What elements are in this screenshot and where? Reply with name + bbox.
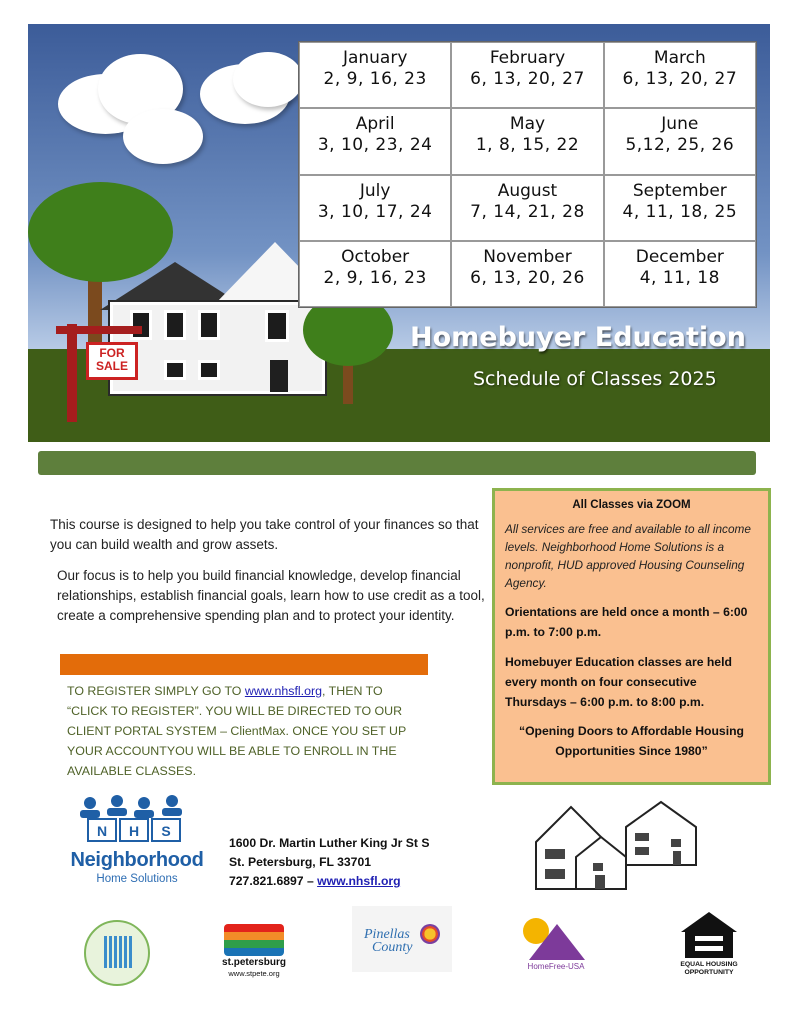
calendar-month-name: June [661, 114, 699, 135]
calendar-month-cell [451, 175, 603, 241]
calendar-month-name: July [359, 180, 391, 201]
calendar-class-dates: 1, 8, 15, 22 [475, 135, 580, 156]
hero-subtitle: Schedule of Classes 2025 [473, 368, 717, 390]
calendar-month-name: February [489, 48, 566, 68]
house-window [198, 310, 220, 340]
calendar-month-cell [299, 108, 451, 174]
calendar-month-name: October [341, 246, 410, 267]
equals-sign-icon [695, 936, 723, 941]
calendar-month-name: August [497, 180, 558, 201]
calendar-month-cell [604, 241, 756, 307]
calendar-class-dates: 2, 9, 16, 23 [323, 267, 427, 288]
st-pete-name: st.petersburg [222, 957, 286, 968]
calendar-month-cell [299, 241, 451, 307]
calendar-month-cell [451, 108, 603, 174]
nhs-figures-icon [72, 795, 197, 845]
register-instructions [67, 681, 417, 781]
hud-seal-logo [84, 920, 150, 986]
info-orientations-text: Orientations are held once a month – 6:00 p.m. to 7:00 p.m. [505, 605, 748, 639]
calendar-month-cell [451, 241, 603, 307]
homefree-usa-logo [521, 916, 591, 978]
nhs-letter: N [96, 823, 108, 839]
calendar-class-dates: 5,12, 25, 26 [625, 135, 735, 156]
class-info-box [492, 488, 771, 785]
focus-paragraph: Our focus is to help you build financial knowledge, develop financial relationships, establish financial goals, learn how to use credit as a tool, create a comprehensive spending plan and to protect your identity. [57, 568, 485, 623]
for-sale-sign: FOR SALE [86, 342, 138, 380]
calendar-month-cell [604, 175, 756, 241]
st-pete-stripes-icon [224, 924, 284, 956]
house-window [164, 310, 186, 340]
contact-line [229, 872, 429, 891]
info-services-text: All services are free and available to all income levels. Neighborhood Home Solutions is a nonprofit, HUD approved Housing Counseling Agency. [505, 522, 751, 590]
equals-sign-icon [695, 946, 723, 951]
calendar-month-name: January [342, 48, 408, 68]
hero-title: Homebuyer Education [410, 322, 746, 353]
class-schedule-calendar [298, 41, 757, 308]
sign-arm [56, 326, 142, 334]
calendar-month-cell [299, 42, 451, 108]
calendar-class-dates: 3, 10, 23, 24 [317, 135, 433, 156]
calendar-class-dates: 4, 11, 18, 25 [622, 201, 738, 222]
calendar-month-name: April [355, 114, 395, 135]
nhs-logo [62, 793, 212, 891]
pinellas-wordmark [364, 928, 412, 954]
house-window [198, 360, 220, 380]
register-link[interactable]: www.nhsfl.org [244, 684, 323, 698]
calendar-month-name: March [653, 48, 706, 68]
org-name: Neighborhood [70, 849, 204, 871]
nhs-letter: H [128, 823, 140, 839]
address-line-1: 1600 Dr. Martin Luther King Jr St S [229, 836, 430, 850]
phone-number: 727.821.6897 – [229, 874, 318, 888]
calendar-month-name: November [483, 246, 572, 267]
calendar-class-dates: 3, 10, 17, 24 [317, 201, 433, 222]
register-text-after: , THEN TO “CLICK TO REGISTER”. YOU WILL BE DIRECTED TO OUR CLIENT PORTAL SYSTEM – ClientMax. ONCE YOU SET UP YOUR ACCOUNTYOU WILL BE ABLE TO ENROLL IN THE AVAILABLE CLASSES. [67, 684, 407, 778]
calendar-month-name: December [635, 246, 724, 267]
address-line-2: St. Petersburg, FL 33701 [229, 855, 372, 869]
calendar-month-cell [299, 175, 451, 241]
calendar-month-cell [604, 108, 756, 174]
calendar-class-dates: 6, 13, 20, 27 [470, 69, 585, 89]
st-pete-url: www.stpete.org [228, 969, 280, 978]
equal-housing-roof-icon [681, 912, 737, 932]
house-door [270, 360, 288, 392]
info-quote: “Opening Doors to Affordable Housing Opportunities Since 1980” [518, 724, 744, 758]
green-divider-bar [38, 451, 756, 475]
calendar-class-dates: 4, 11, 18 [639, 267, 720, 288]
info-classes-text: Homebuyer Education classes are held every month on four consecutive Thursdays – 6:00 p.m. to 8:00 p.m. [505, 655, 732, 709]
org-address [229, 834, 429, 891]
hero-banner [28, 24, 770, 442]
intro-paragraph: This course is designed to help you take control of your finances so that you can build wealth and grow assets. [50, 517, 479, 552]
calendar-month-name: May [509, 114, 546, 135]
house-roof-icon [529, 924, 585, 960]
pinellas-line-2: County [372, 940, 413, 955]
hud-building-icon [104, 936, 132, 968]
equal-housing-house-icon [685, 930, 733, 958]
house-window [265, 310, 289, 342]
house-window [164, 360, 186, 380]
eho-line-2: OPPORTUNITY [684, 969, 734, 976]
pinellas-line-1: Pinellas [364, 927, 410, 942]
eho-line-1: EQUAL HOUSING [680, 961, 738, 968]
equal-housing-logo [676, 912, 742, 978]
calendar-class-dates: 6, 13, 20, 27 [622, 69, 738, 89]
houses-icon [531, 797, 701, 892]
calendar-class-dates: 7, 14, 21, 28 [470, 201, 585, 222]
pinellas-county-logo [352, 906, 452, 972]
cloud [123, 109, 203, 164]
calendar-month-name: September [632, 180, 727, 201]
org-name-sub: Home Solutions [96, 873, 178, 885]
homefree-wordmark: HomeFree-USA [527, 962, 585, 971]
cloud [233, 52, 303, 107]
calendar-class-dates: 6, 13, 20, 26 [470, 267, 585, 288]
house-window [130, 310, 152, 340]
calendar-class-dates: 2, 9, 16, 23 [323, 69, 427, 89]
website-link[interactable]: www.nhsfl.org [317, 874, 401, 888]
register-text-before: TO REGISTER SIMPLY GO TO [67, 684, 245, 698]
calendar-month-cell [451, 42, 603, 108]
info-heading: All Classes via ZOOM [572, 499, 691, 511]
nhs-letter: S [161, 823, 171, 839]
orange-divider-bar [60, 654, 428, 675]
sun-icon [420, 924, 440, 944]
sign-post [67, 324, 77, 422]
st-petersburg-logo [218, 922, 290, 980]
calendar-month-cell [604, 42, 756, 108]
equal-housing-text [676, 961, 742, 977]
